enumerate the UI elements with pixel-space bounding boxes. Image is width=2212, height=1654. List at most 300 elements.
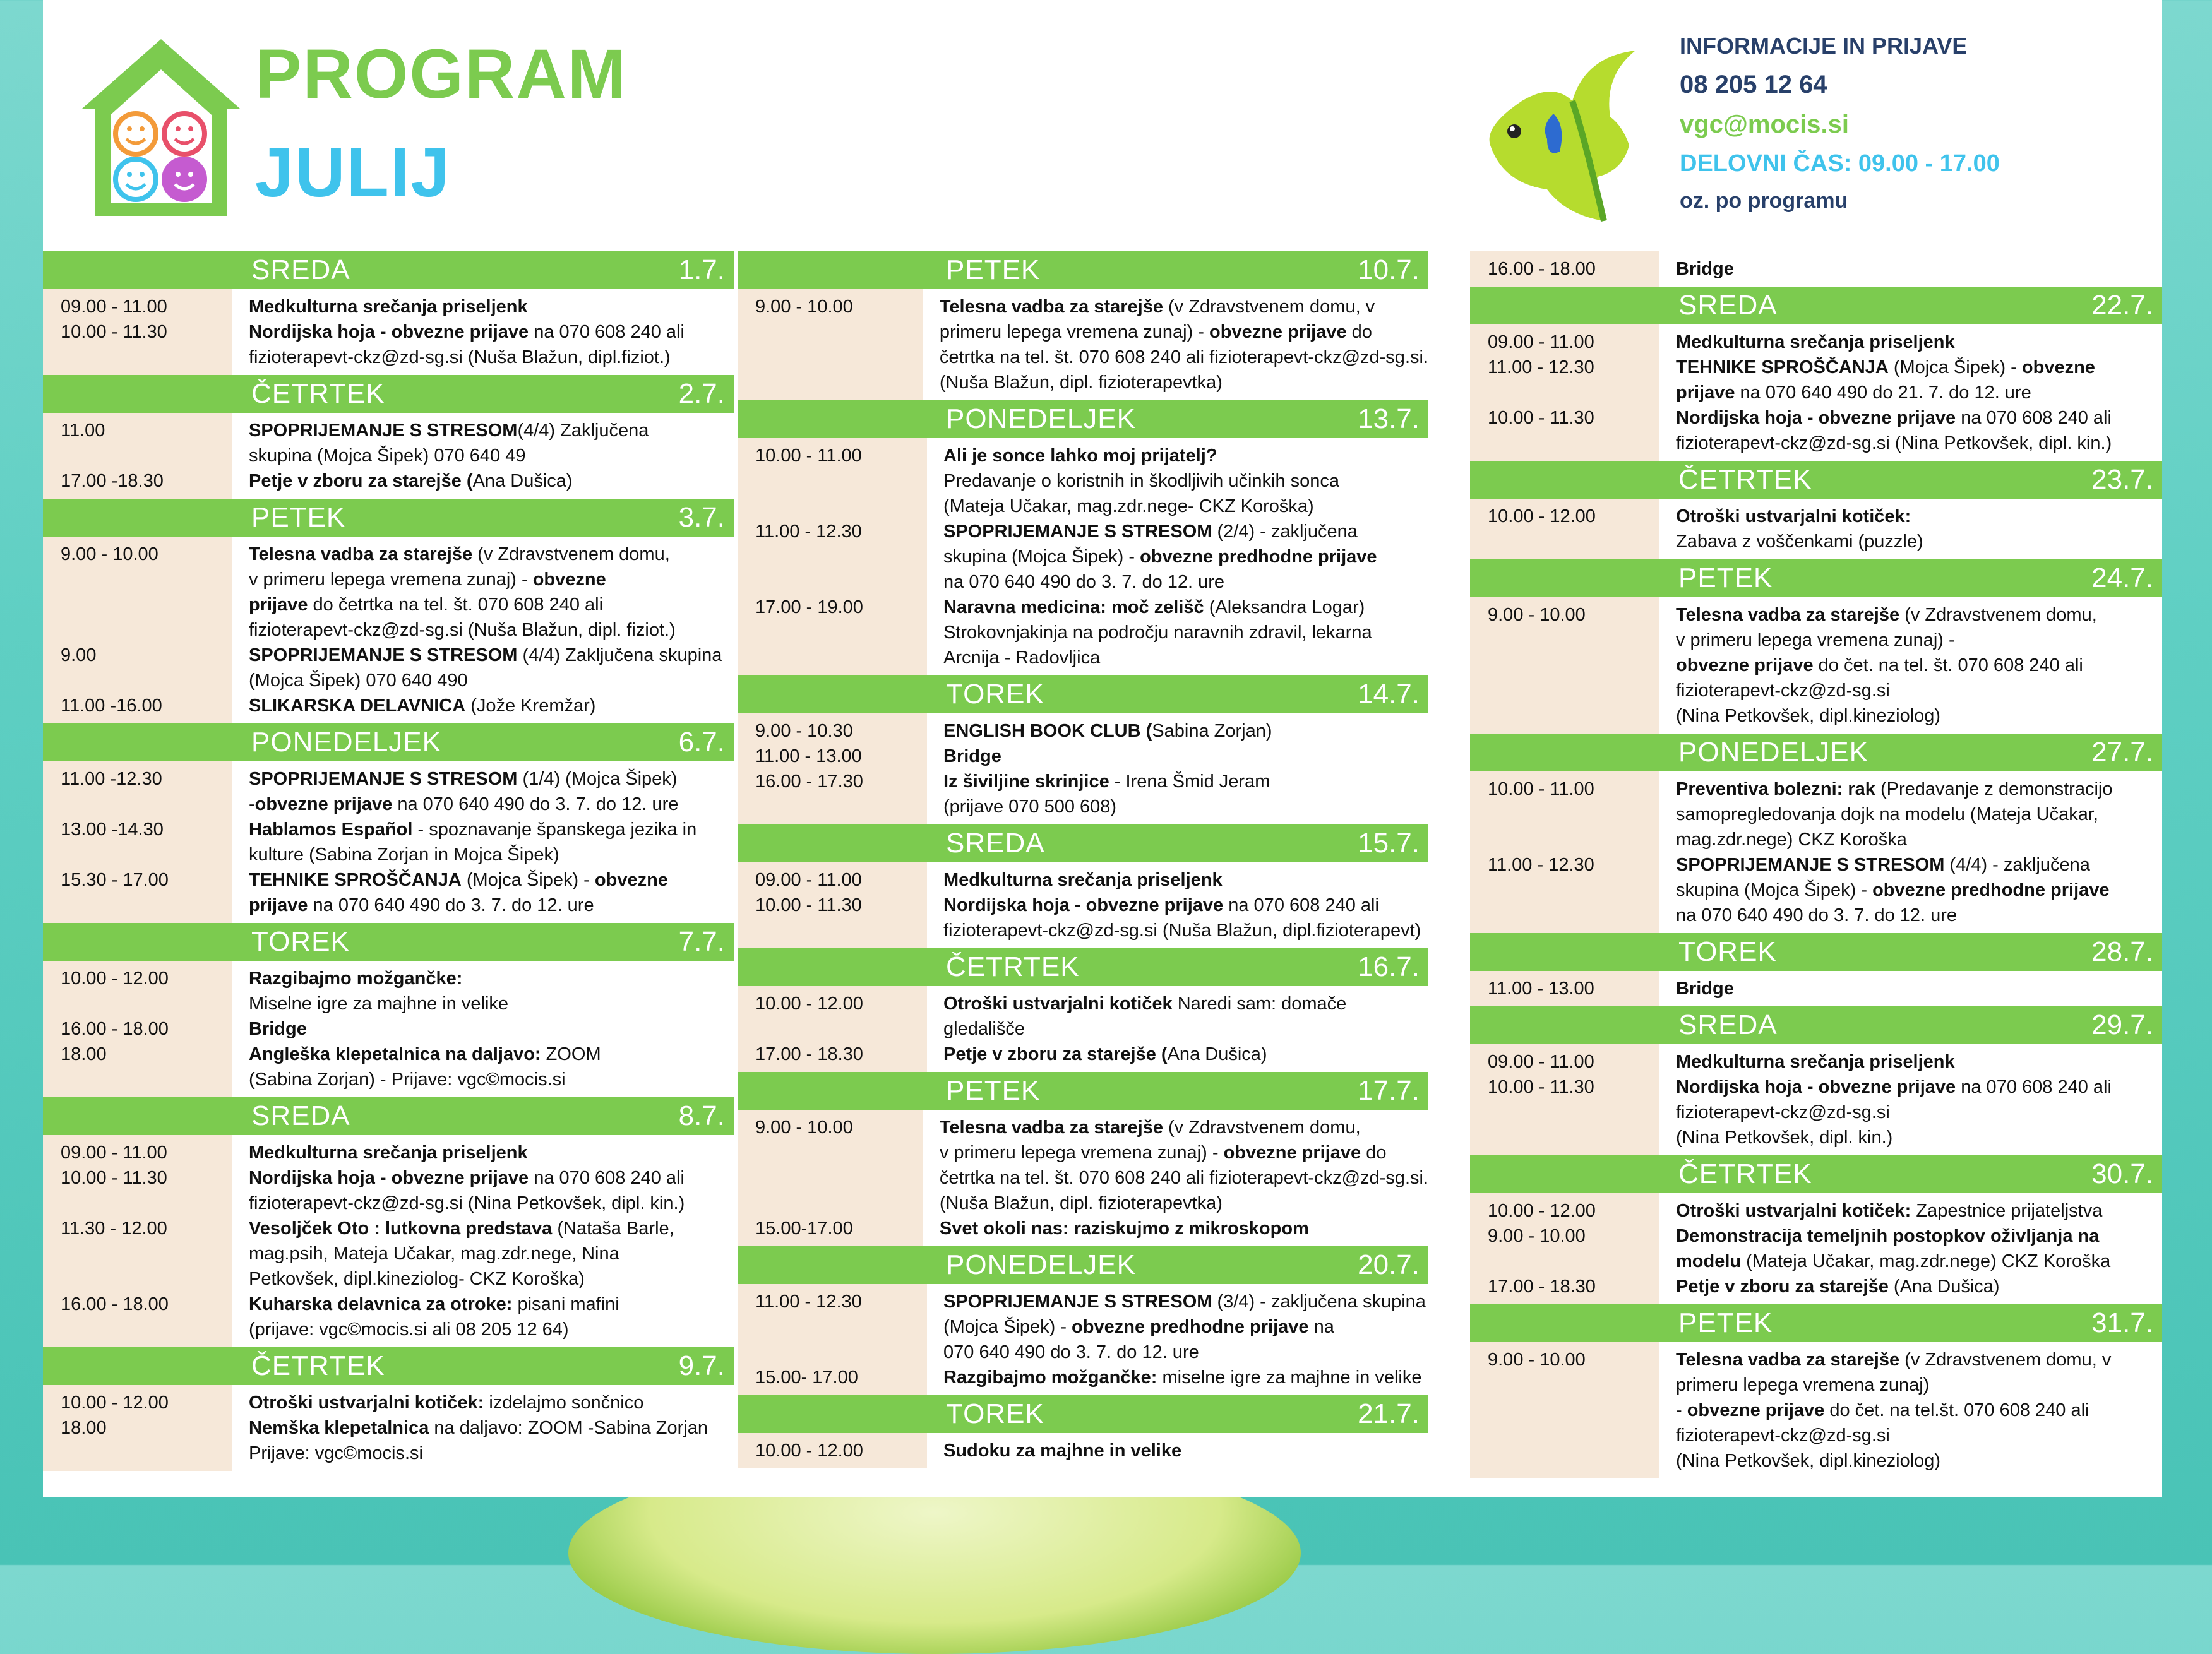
event-title-text: Vesoljček Oto : lutkovna predstava — [249, 1218, 553, 1239]
event-line — [943, 867, 1428, 893]
event-line — [943, 443, 1428, 468]
time-cell: 16.00 - 18.00 — [61, 1019, 169, 1039]
event-line — [940, 1165, 1428, 1191]
event-detail-text: (Sabina Zorjan) - Prijave: vgc©mocis.si — [249, 1069, 566, 1090]
time-cell: 10.00 - 12.00 — [1488, 506, 1596, 527]
day-name: SREDA — [1678, 1009, 1778, 1040]
time-cell — [1488, 678, 1659, 703]
day-header — [1470, 1304, 2162, 1342]
time-column — [43, 537, 232, 723]
day-header — [43, 499, 734, 537]
time-cell: 17.00 - 19.00 — [755, 597, 863, 617]
event-detail-text: (3/4) - zaključena skupina — [1212, 1292, 1426, 1312]
event-line — [249, 817, 734, 842]
day-name: PETEK — [1678, 562, 1773, 593]
event-line — [943, 1042, 1428, 1067]
day-header — [738, 400, 1428, 438]
day-schedule — [43, 761, 734, 923]
time-cell — [61, 1067, 232, 1092]
time-cell — [755, 468, 927, 494]
day-block — [1470, 933, 2162, 1006]
day-block — [738, 251, 1428, 400]
time-cell: 17.00 -18.30 — [61, 471, 164, 491]
time-cell — [1488, 1372, 1659, 1398]
event-detail-text: (Mojca Šipek) - — [943, 1317, 1072, 1337]
event-detail-text: skupina (Mojca Šipek) - — [943, 547, 1140, 567]
event-title-text: Telesna vadba za starejše — [1676, 605, 1900, 625]
description-column — [923, 289, 1428, 400]
page-subtitle-month: JULIJ — [255, 134, 451, 211]
event-title-text: Telesna vadba za starejše — [939, 1117, 1163, 1138]
day-schedule — [43, 1135, 734, 1347]
description-column — [1659, 1193, 2162, 1304]
day-header — [738, 1395, 1428, 1433]
time-cell: 13.00 -14.30 — [61, 819, 164, 840]
description-column — [927, 862, 1428, 948]
day-header — [43, 723, 734, 761]
event-detail-text: na 070 608 240 ali — [529, 322, 685, 342]
day-schedule — [1470, 1342, 2162, 1478]
day-name: TOREK — [251, 926, 350, 957]
event-line — [249, 1266, 734, 1292]
event-line — [940, 1140, 1428, 1165]
event-title-text: obvezne prijave — [1223, 1143, 1361, 1163]
event-line — [943, 991, 1428, 1016]
time-cell: 9.00 - 10.00 — [61, 544, 158, 564]
event-detail-text: fizioterapevt-ckz@zd-sg.si — [1676, 1102, 1890, 1122]
event-detail-text: (prijave: vgc©mocis.si ali 08 205 12 64) — [249, 1319, 569, 1340]
event-line — [943, 1289, 1428, 1314]
event-line — [249, 319, 734, 345]
event-detail-text: fizioterapevt-ckz@zd-sg.si — [1676, 1425, 1890, 1446]
event-line — [249, 1241, 734, 1266]
time-cell: 11.30 - 12.00 — [61, 1218, 167, 1239]
day-date: 28.7. — [2091, 936, 2153, 967]
event-title-text: Nemška klepetalnica — [249, 1418, 429, 1438]
day-header — [43, 375, 734, 413]
day-date: 10.7. — [1358, 254, 1420, 285]
time-cell — [755, 1314, 927, 1340]
email-link[interactable]: vgc@mocis.si — [1680, 110, 1850, 138]
day-name: ČETRTEK — [1678, 464, 1812, 495]
time-cell — [1488, 802, 1659, 827]
day-block — [1470, 734, 2162, 933]
time-cell — [61, 792, 232, 817]
event-title-text: Telesna vadba za starejše — [939, 297, 1163, 317]
event-line — [943, 1016, 1428, 1042]
day-name: PETEK — [251, 502, 346, 533]
event-line — [249, 592, 734, 617]
time-column — [738, 713, 927, 824]
event-detail-text: (v Zdravstvenem domu, v — [1899, 1350, 2112, 1370]
day-name: PONEDELJEK — [251, 727, 441, 758]
event-line — [1676, 1249, 2162, 1274]
event-detail-text: Petkovšek, dipl.kineziolog- CKZ Koroška) — [249, 1269, 585, 1289]
day-date: 3.7. — [678, 502, 725, 533]
event-line — [1676, 1074, 2162, 1100]
event-line — [940, 1216, 1428, 1241]
day-date: 21.7. — [1358, 1398, 1420, 1429]
time-cell: 15.00- 17.00 — [755, 1367, 858, 1388]
time-cell: 09.00 - 11.00 — [61, 1143, 167, 1163]
event-title-text: obvezne prijave — [1209, 322, 1347, 342]
event-line — [943, 769, 1428, 794]
day-schedule — [738, 438, 1428, 675]
event-title-text: Medkulturna srečanja priseljenk — [1676, 332, 1955, 352]
day-name: PONEDELJEK — [946, 1249, 1136, 1280]
day-schedule — [43, 537, 734, 723]
event-detail-text: Strokovnjakinja na področju naravnih zdravil, lekarna — [943, 622, 1372, 643]
time-cell — [61, 1266, 232, 1292]
event-detail-text: na — [1308, 1317, 1334, 1337]
day-schedule — [738, 713, 1428, 824]
day-schedule — [738, 1284, 1428, 1395]
day-date: 2.7. — [678, 378, 725, 409]
day-block — [1470, 287, 2162, 461]
day-header — [1470, 559, 2162, 597]
event-title-text: TEHNIKE SPROŠČANJA — [1676, 357, 1889, 378]
time-cell: 9.00 — [61, 645, 97, 665]
time-cell: 11.00 -12.30 — [61, 769, 162, 789]
time-cell — [755, 319, 923, 345]
event-line — [1676, 776, 2162, 802]
event-line — [1676, 330, 2162, 355]
event-detail-text: Predavanje o koristnih in škodljivih učinkih sonca — [943, 471, 1340, 491]
day-header — [738, 948, 1428, 986]
description-column — [232, 289, 734, 375]
event-title-text: Bridge — [943, 746, 1001, 766]
schedule-column-1 — [43, 251, 734, 1471]
day-name: PETEK — [946, 1075, 1041, 1106]
day-block — [738, 1072, 1428, 1246]
day-block — [738, 400, 1428, 675]
event-detail-text: (v Zdravstvenem domu, — [1163, 1117, 1361, 1138]
description-column — [1659, 1342, 2162, 1478]
event-line — [1676, 1198, 2162, 1223]
event-line — [249, 443, 734, 468]
event-line — [1676, 529, 2162, 554]
event-title-text: SPOPRIJEMANJE S STRESOM — [1676, 855, 1945, 875]
time-cell — [755, 645, 927, 670]
event-detail-text: na 070 640 490 do 21. 7. do 12. ure — [1735, 383, 2031, 403]
event-line — [1676, 1049, 2162, 1074]
day-name: PETEK — [946, 254, 1041, 285]
day-name: PETEK — [1678, 1307, 1773, 1338]
time-cell — [755, 494, 927, 519]
event-title-text: SPOPRIJEMANJE S STRESOM — [249, 769, 518, 789]
working-hours: DELOVNI ČAS: 09.00 - 17.00 — [1680, 150, 2000, 177]
event-detail-text: do — [1361, 1143, 1387, 1163]
event-line — [1676, 628, 2162, 653]
event-detail-text: do četrtka na tel. št. 070 608 240 ali — [308, 595, 604, 615]
event-detail-text: v primeru lepega vremena zunaj) - — [249, 569, 533, 590]
event-line — [943, 794, 1428, 819]
event-line — [943, 1314, 1428, 1340]
time-column — [738, 986, 927, 1072]
time-column — [43, 289, 232, 375]
time-cell: 16.00 - 18.00 — [61, 1294, 169, 1314]
day-schedule — [738, 1110, 1428, 1246]
event-detail-text: (Nuša Blažun, dipl. fizioterapevtka) — [939, 1193, 1223, 1213]
event-line — [1676, 1448, 2162, 1473]
time-cell — [755, 1340, 927, 1365]
time-cell: 11.00 - 12.30 — [1488, 855, 1594, 875]
time-column — [1470, 1044, 1659, 1155]
event-detail-text: 070 640 490 do 3. 7. do 12. ure — [943, 1342, 1199, 1362]
event-line — [1676, 1372, 2162, 1398]
day-schedule — [738, 986, 1428, 1072]
event-title-text: prijave — [1676, 383, 1735, 403]
event-line — [249, 617, 734, 643]
time-cell: 10.00 - 12.00 — [61, 1393, 169, 1413]
time-cell: 10.00 - 12.00 — [755, 994, 863, 1014]
time-cell — [755, 1165, 923, 1191]
time-cell — [755, 794, 927, 819]
event-title-text: Nordijska hoja - obvezne prijave — [249, 322, 529, 342]
day-schedule — [43, 413, 734, 499]
event-detail-text: fizioterapevt-ckz@zd-sg.si — [1676, 681, 1890, 701]
time-cell — [1488, 878, 1659, 903]
day-schedule — [738, 289, 1428, 400]
day-date: 1.7. — [678, 254, 725, 285]
phone-number[interactable]: 08 205 12 64 — [1680, 71, 1827, 98]
event-detail-text: na daljavo: ZOOM -Sabina Zorjan — [429, 1418, 708, 1438]
event-line — [1676, 405, 2162, 431]
event-title-text: Ali je sonce lahko moj prijatelj? — [943, 446, 1217, 466]
event-detail-text: (prijave 070 500 608) — [943, 797, 1117, 817]
event-detail-text: primeru lepega vremena zunaj) — [1676, 1375, 1930, 1395]
event-detail-text: Naredi sam: domače — [1172, 994, 1347, 1014]
event-detail-text: Ana Dušica) — [1167, 1044, 1267, 1064]
day-schedule — [43, 289, 734, 375]
day-date: 27.7. — [2091, 737, 2153, 768]
time-cell: 11.00 -16.00 — [61, 696, 162, 716]
description-column — [232, 413, 734, 499]
time-cell: 11.00 - 12.30 — [755, 521, 862, 542]
event-title-text: Petje v zboru za starejše ( — [943, 1044, 1168, 1064]
event-title-text: Iz šiviljine skrinjice — [943, 771, 1109, 792]
event-title-text: Otroški ustvarjalni kotiček — [943, 994, 1173, 1014]
time-cell — [1488, 628, 1659, 653]
event-title-text: SPOPRIJEMANJE S STRESOM — [249, 645, 518, 665]
event-detail-text: - spoznavanje španskega jezika in — [412, 819, 697, 840]
time-cell — [61, 893, 232, 918]
event-line — [943, 645, 1428, 670]
event-detail-text: izdelajmo sončnico — [484, 1393, 644, 1413]
event-title-text: obvezne — [2021, 357, 2095, 378]
time-column — [738, 1110, 923, 1246]
day-date: 29.7. — [2091, 1009, 2153, 1040]
time-cell: 9.00 - 10.00 — [755, 1117, 853, 1138]
event-line — [249, 842, 734, 867]
event-title-text: Bridge — [1676, 979, 1734, 999]
event-detail-text: Zabava z voščenkami (puzzle) — [1676, 532, 1923, 552]
day-name: TOREK — [1678, 936, 1777, 967]
description-column — [232, 761, 734, 923]
event-line — [943, 519, 1428, 544]
time-column — [1470, 324, 1659, 461]
event-title-text: obvezne predhodne prijave — [1072, 1317, 1309, 1337]
day-header — [738, 1072, 1428, 1110]
time-cell — [61, 1441, 232, 1466]
time-cell — [61, 567, 232, 592]
event-detail-text: - — [249, 794, 255, 814]
event-detail-text: - Irena Šmid Jeram — [1109, 771, 1270, 792]
day-header — [1470, 287, 2162, 324]
day-date: 16.7. — [1358, 951, 1420, 982]
time-column — [1470, 597, 1659, 734]
time-cell: 9.00 - 10.00 — [1488, 1350, 1586, 1370]
event-line — [249, 792, 734, 817]
description-column — [232, 961, 734, 1097]
time-cell — [1488, 1249, 1659, 1274]
day-schedule — [1470, 771, 2162, 933]
day-name: SREDA — [251, 1100, 350, 1131]
time-cell — [61, 991, 232, 1016]
time-cell: 18.00 — [61, 1044, 107, 1064]
event-line — [943, 744, 1428, 769]
time-column — [43, 1385, 232, 1471]
schedule-column-2 — [738, 251, 1428, 1468]
event-line — [249, 468, 734, 494]
day-header — [1470, 933, 2162, 971]
time-column — [738, 862, 927, 948]
event-line — [1676, 1223, 2162, 1249]
event-line — [249, 867, 734, 893]
time-cell: 9.00 - 10.30 — [755, 721, 853, 741]
event-detail-text: na 070 640 490 do 3. 7. do 12. ure — [308, 895, 594, 915]
event-detail-text: na 070 608 240 ali — [1956, 1077, 2112, 1097]
time-column — [1470, 499, 1659, 559]
day-date: 6.7. — [678, 727, 725, 758]
day-schedule — [1470, 251, 2162, 287]
time-cell: 10.00 - 11.30 — [61, 322, 167, 342]
time-cell — [1488, 903, 1659, 928]
description-column — [1659, 971, 2162, 1006]
time-column — [738, 438, 927, 675]
event-line — [943, 494, 1428, 519]
event-detail-text: (Mojca Šipek) - — [1888, 357, 2022, 378]
time-cell: 11.00 — [61, 420, 105, 441]
event-detail-text: Miselne igre za majhne in velike — [249, 994, 509, 1014]
day-date: 9.7. — [678, 1350, 725, 1381]
day-schedule — [738, 862, 1428, 948]
event-line — [1676, 1423, 2162, 1448]
schedule-column-3 — [1470, 251, 2162, 1478]
day-header — [43, 1097, 734, 1135]
time-cell — [61, 1191, 232, 1216]
event-line — [940, 294, 1428, 319]
info-title: INFORMACIJE IN PRIJAVE — [1680, 33, 1968, 59]
event-line — [1676, 976, 2162, 1001]
event-title-text: Nordijska hoja - obvezne prijave — [1676, 408, 1956, 428]
time-cell: 09.00 - 11.00 — [61, 297, 167, 317]
description-column — [1659, 771, 2162, 933]
event-detail-text: (v Zdravstvenem domu, — [1899, 605, 2097, 625]
event-detail-text: na 070 608 240 ali — [1956, 408, 2112, 428]
time-cell — [755, 918, 927, 943]
event-title-text: Bridge — [1676, 259, 1734, 279]
event-line — [249, 893, 734, 918]
day-name: SREDA — [251, 254, 350, 285]
time-column — [1470, 971, 1659, 1006]
event-title-text: SLIKARSKA DELAVNICA — [249, 696, 466, 716]
event-title-text: SPOPRIJEMANJE S STRESOM — [249, 420, 518, 441]
day-header — [1470, 734, 2162, 771]
event-title-text: obvezne prijave — [1687, 1400, 1825, 1420]
day-header — [738, 251, 1428, 289]
event-detail-text: (Jože Kremžar) — [465, 696, 596, 716]
event-detail-text: do — [1346, 322, 1372, 342]
day-block — [738, 1395, 1428, 1468]
event-detail-text: mag.zdr.nege) CKZ Koroška — [1676, 830, 1907, 850]
time-cell: 11.00 - 12.30 — [1488, 357, 1594, 378]
day-schedule — [1470, 971, 2162, 1006]
day-block — [738, 675, 1428, 824]
event-detail-text: (Nataša Barle, — [552, 1218, 674, 1239]
event-title-text: Bridge — [249, 1019, 307, 1039]
working-hours-note: oz. po programu — [1680, 189, 1848, 213]
time-cell — [1488, 1448, 1659, 1473]
day-name: TOREK — [946, 679, 1044, 710]
event-line — [249, 294, 734, 319]
event-line — [943, 544, 1428, 569]
day-block — [1470, 251, 2162, 287]
day-schedule — [43, 1385, 734, 1471]
description-column — [927, 438, 1428, 675]
event-title-text: obvezne — [594, 870, 668, 890]
event-line — [249, 766, 734, 792]
day-schedule — [738, 1433, 1428, 1468]
time-cell — [755, 370, 923, 395]
day-name: TOREK — [946, 1398, 1044, 1429]
event-detail-text: (Ana Dušica) — [1888, 1276, 2000, 1297]
day-block — [43, 1097, 734, 1347]
day-date: 7.7. — [678, 926, 725, 957]
event-detail-text: (4/4) - zaključena — [1944, 855, 2090, 875]
day-header — [738, 824, 1428, 862]
event-line — [249, 1067, 734, 1092]
day-date: 30.7. — [2091, 1158, 2153, 1189]
day-date: 31.7. — [2091, 1307, 2153, 1338]
event-detail-text: pisani mafini — [512, 1294, 619, 1314]
description-column — [232, 537, 734, 723]
description-column — [1659, 597, 2162, 734]
time-cell — [1488, 529, 1659, 554]
description-column — [1659, 499, 2162, 559]
event-detail-text: do čet. na tel. št. 070 608 240 ali — [1813, 655, 2083, 675]
event-detail-text: (4/4) Zaključena — [517, 420, 649, 441]
event-detail-text: (Mateja Učakar, mag.zdr.nege) CKZ Koroška — [1741, 1251, 2111, 1271]
day-schedule — [1470, 1044, 2162, 1155]
event-title-text: Medkulturna srečanja priseljenk — [249, 297, 528, 317]
time-cell — [755, 544, 927, 569]
event-line — [249, 643, 734, 668]
event-line — [940, 319, 1428, 345]
time-cell — [1488, 431, 1659, 456]
event-title-text: Nordijska hoja - obvezne prijave — [249, 1168, 529, 1188]
day-name: PONEDELJEK — [946, 403, 1136, 434]
contact-info — [1680, 33, 2000, 225]
event-detail-text: (Aleksandra Logar) — [1204, 597, 1365, 617]
event-line — [943, 620, 1428, 645]
time-column — [1470, 771, 1659, 933]
time-cell — [1488, 703, 1659, 729]
event-line — [1676, 827, 2162, 852]
event-line — [943, 718, 1428, 744]
time-cell: 11.00 - 13.00 — [755, 746, 862, 766]
day-block — [43, 375, 734, 499]
